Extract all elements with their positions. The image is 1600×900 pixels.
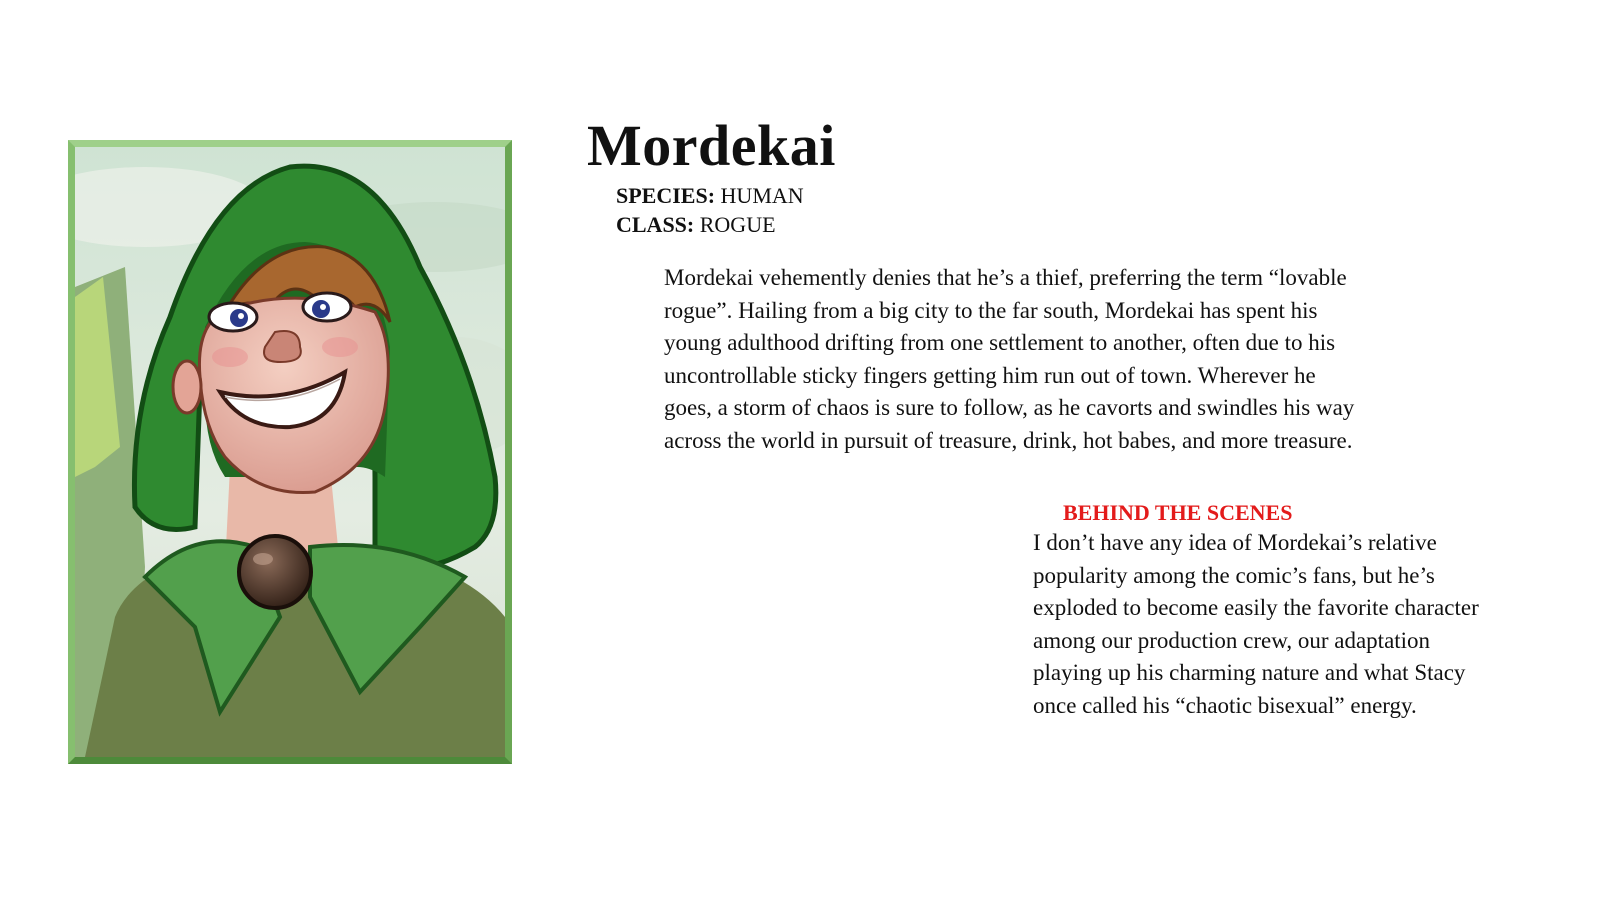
bio-line: Mordekai vehemently denies that he’s a thief, preferring the term “lovable [664, 265, 1347, 290]
bio-line: across the world in pursuit of treasure, drink, hot babes, and more treasure. [664, 427, 1353, 453]
species-row [616, 181, 804, 210]
bts-line: popularity among the comic’s fans, but he’s [1033, 562, 1435, 588]
behind-the-scenes-text [1033, 527, 1573, 722]
class-label: CLASS: [616, 212, 695, 237]
class-row [616, 210, 804, 239]
bio-line: young adulthood drifting from one settlement to another, often due to his [664, 330, 1336, 355]
class-value: ROGUE [699, 212, 776, 237]
character-portrait [68, 140, 512, 764]
bts-line: among our production crew, our adaptation [1033, 627, 1431, 653]
species-label: SPECIES: [616, 183, 716, 208]
character-name: Mordekai [587, 113, 836, 178]
bts-line: playing up his charming nature and what Stacy [1033, 660, 1466, 685]
rogue-portrait-illustration [75, 147, 505, 757]
behind-the-scenes-heading: BEHIND THE SCENES [1063, 500, 1293, 525]
bts-line: once called his “chaotic bisexual” energy. [1033, 692, 1417, 718]
character-stats [616, 181, 804, 239]
bts-line: I don’t have any idea of Mordekai’s relative [1033, 530, 1437, 555]
character-bio [664, 262, 1464, 457]
bio-line: uncontrollable sticky fingers getting him run out of town. Wherever he [664, 362, 1316, 388]
bio-line: goes, a storm of chaos is sure to follow, as he cavorts and swindles his way [664, 395, 1355, 420]
species-value: HUMAN [720, 183, 804, 208]
bio-line: rogue”. Hailing from a big city to the far south, Mordekai has spent his [664, 297, 1318, 323]
bts-line: exploded to become easily the favorite character [1033, 595, 1479, 620]
